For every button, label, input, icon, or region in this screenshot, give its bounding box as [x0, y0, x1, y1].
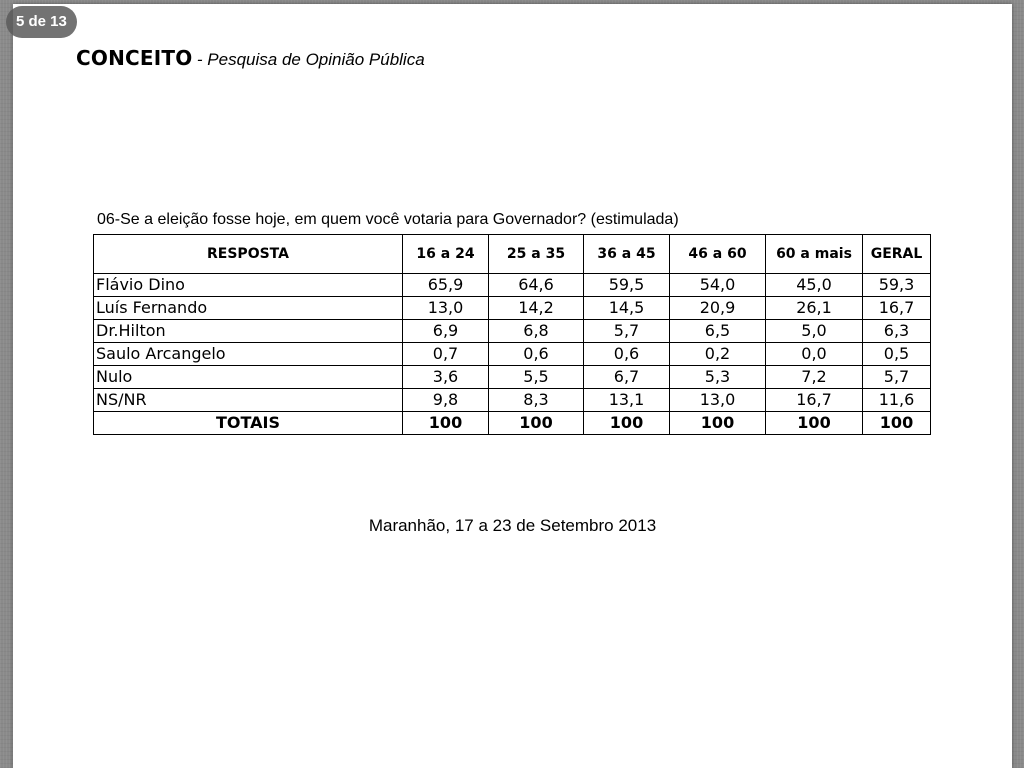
table-cell: 20,9 [670, 297, 766, 320]
table-cell: 5,7 [863, 366, 931, 389]
table-cell: 0,0 [766, 343, 863, 366]
table-cell: 14,2 [489, 297, 584, 320]
table-cell: 7,2 [766, 366, 863, 389]
header-age-46-60: 46 a 60 [670, 235, 766, 274]
totals-cell: 100 [863, 412, 931, 435]
row-label: NS/NR [94, 389, 403, 412]
table-cell: 0,7 [403, 343, 489, 366]
document-page[interactable] [13, 4, 1012, 768]
row-label: Dr.Hilton [94, 320, 403, 343]
table-cell: 0,6 [489, 343, 584, 366]
location-date-footer: Maranhão, 17 a 23 de Setembro 2013 [368, 516, 657, 535]
table-cell: 14,5 [584, 297, 670, 320]
table-cell: 65,9 [403, 274, 489, 297]
totals-cell: 100 [766, 412, 863, 435]
table-cell: 5,5 [489, 366, 584, 389]
table-cell: 6,7 [584, 366, 670, 389]
table-cell: 13,0 [403, 297, 489, 320]
table-cell: 6,9 [403, 320, 489, 343]
table-cell: 54,0 [670, 274, 766, 297]
table-row [94, 389, 931, 412]
table-cell: 59,5 [584, 274, 670, 297]
table-cell: 59,3 [863, 274, 931, 297]
table-cell: 5,0 [766, 320, 863, 343]
header-resposta: RESPOSTA [94, 235, 403, 274]
table-row [94, 320, 931, 343]
totals-cell: 100 [584, 412, 670, 435]
header-age-16-24: 16 a 24 [403, 235, 489, 274]
table-cell: 6,8 [489, 320, 584, 343]
header-age-25-35: 25 a 35 [489, 235, 584, 274]
table-cell: 0,6 [584, 343, 670, 366]
table-cell: 6,3 [863, 320, 931, 343]
table-row [94, 366, 931, 389]
brand-name: CONCEITO [76, 46, 193, 70]
brand-subtitle: - Pesquisa de Opinião Pública [196, 50, 425, 69]
table-row [94, 274, 931, 297]
document-header [76, 46, 425, 70]
totals-cell: 100 [403, 412, 489, 435]
table-cell: 13,0 [670, 389, 766, 412]
table-row [94, 343, 931, 366]
table-cell: 5,3 [670, 366, 766, 389]
table-cell: 0,2 [670, 343, 766, 366]
header-age-60-plus: 60 a mais [766, 235, 863, 274]
totals-cell: 100 [489, 412, 584, 435]
totals-row [94, 412, 931, 435]
row-label: Nulo [94, 366, 403, 389]
table-cell: 8,3 [489, 389, 584, 412]
row-label: Luís Fernando [94, 297, 403, 320]
totals-label: TOTAIS [94, 412, 403, 435]
table-cell: 5,7 [584, 320, 670, 343]
table-cell: 6,5 [670, 320, 766, 343]
row-label: Flávio Dino [94, 274, 403, 297]
table-header-row [94, 235, 931, 274]
table-cell: 16,7 [766, 389, 863, 412]
header-age-36-45: 36 a 45 [584, 235, 670, 274]
row-label: Saulo Arcangelo [94, 343, 403, 366]
table-cell: 26,1 [766, 297, 863, 320]
table-row [94, 297, 931, 320]
table-cell: 13,1 [584, 389, 670, 412]
table-cell: 45,0 [766, 274, 863, 297]
table-cell: 0,5 [863, 343, 931, 366]
table-cell: 16,7 [863, 297, 931, 320]
results-table [93, 234, 931, 435]
survey-question: 06-Se a eleição fosse hoje, em quem você votaria para Governador? (estimulada) [97, 211, 679, 228]
table-cell: 11,6 [863, 389, 931, 412]
table-cell: 3,6 [403, 366, 489, 389]
table-cell: 9,8 [403, 389, 489, 412]
table-cell: 64,6 [489, 274, 584, 297]
totals-cell: 100 [670, 412, 766, 435]
page-counter-badge: 5 de 13 [6, 6, 77, 38]
header-geral: GERAL [863, 235, 931, 274]
